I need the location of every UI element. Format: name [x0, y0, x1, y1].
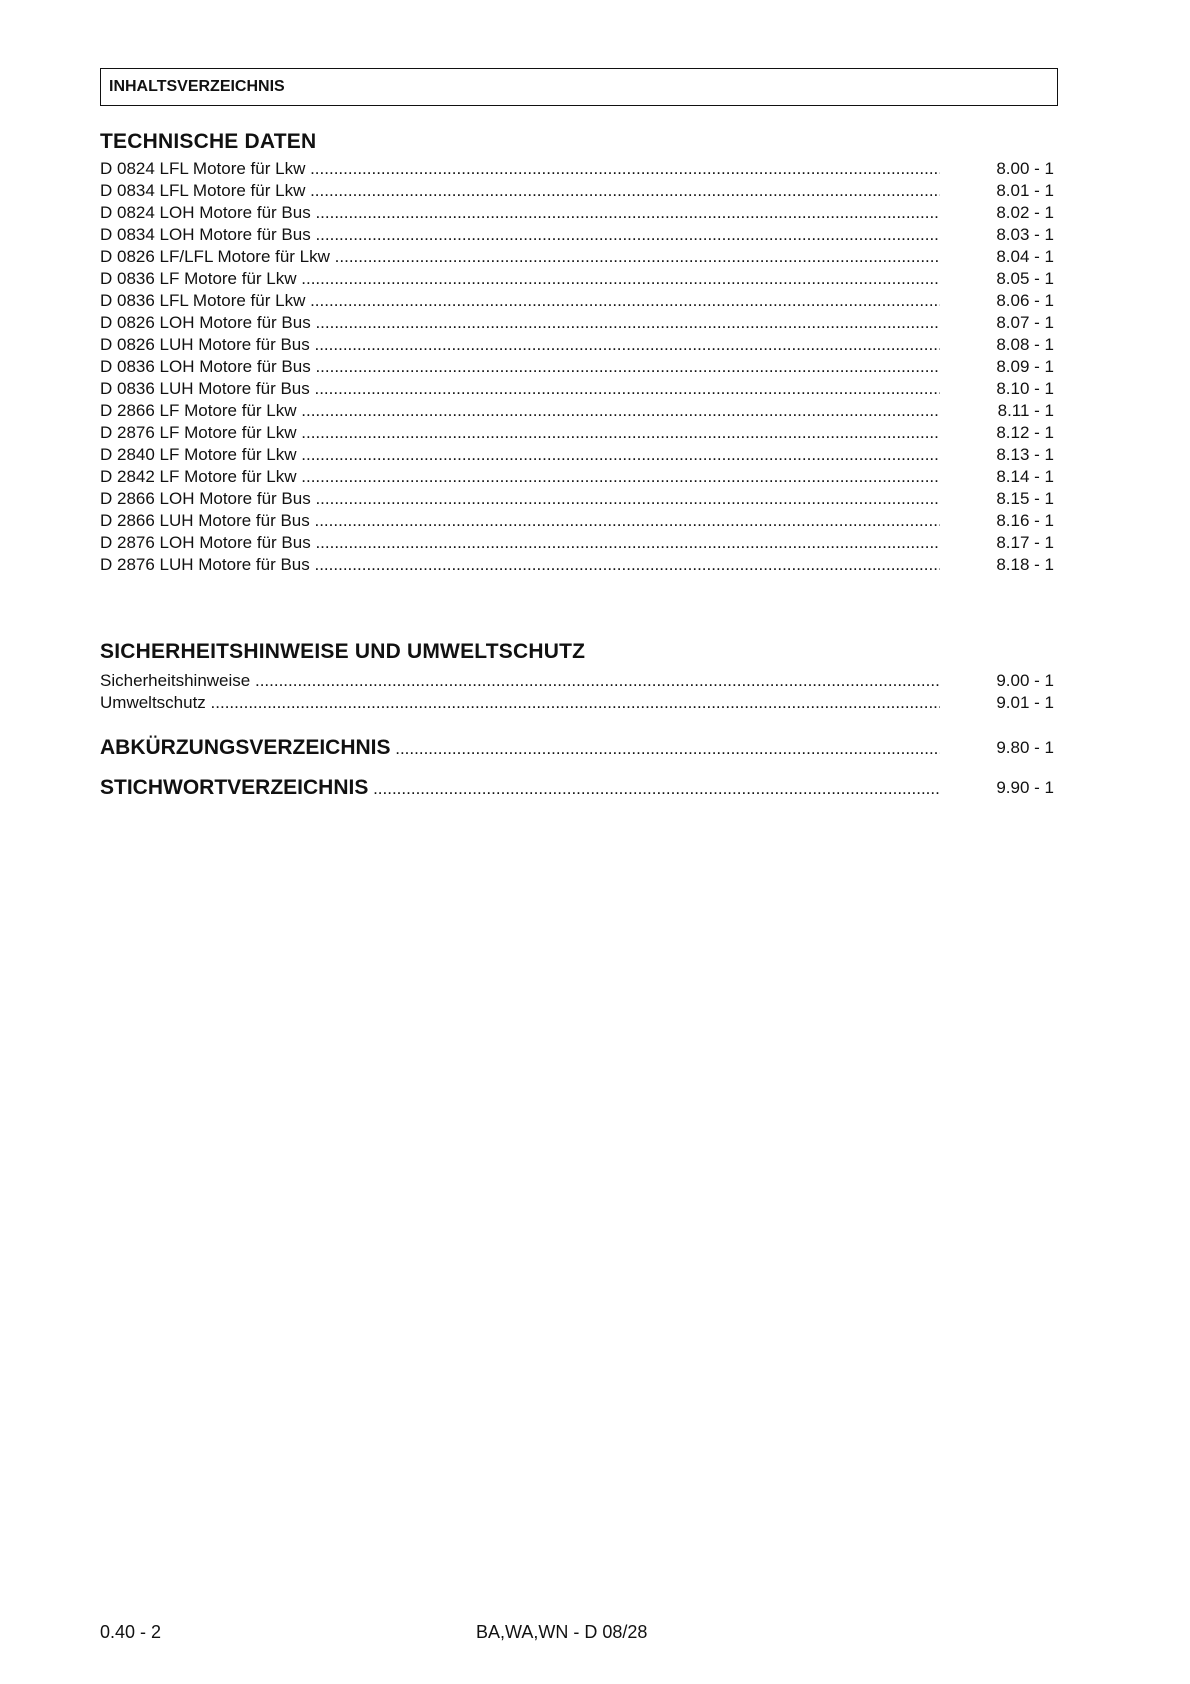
toc-entry[interactable]: [100, 422, 1058, 444]
toc-entry-page: 8.15 - 1: [996, 489, 1054, 508]
toc-entry-label: D 0836 LUH Motore für Bus .....: [100, 378, 940, 400]
toc-entry-page: 8.14 - 1: [996, 467, 1054, 486]
toc-entry-page: 8.12 - 1: [996, 423, 1054, 442]
toc-entry[interactable]: [100, 268, 1058, 290]
footer-page-number: 0.40 - 2: [100, 1622, 162, 1642]
toc-entry[interactable]: [100, 180, 1058, 202]
toc-entry[interactable]: [100, 692, 1058, 714]
toc-entry[interactable]: [100, 670, 1058, 692]
header-box: [100, 68, 1058, 106]
toc-entry-label: D 0826 LF/LFL Motore für Lkw .....: [100, 246, 940, 268]
toc-entry-page: 8.05 - 1: [996, 269, 1054, 288]
section-heading-sicherheit: SICHERHEITSHINWEISE UND UMWELTSCHUTZ: [100, 640, 586, 663]
toc-entry-label: D 2840 LF Motore für Lkw .....: [100, 444, 940, 466]
toc-entry-label: D 0824 LOH Motore für Bus .....: [100, 202, 940, 224]
toc-major-page: 9.90 - 1: [996, 778, 1054, 797]
toc-entry-page: 8.00 - 1: [996, 159, 1054, 178]
toc-entry-label: D 2876 LF Motore für Lkw .....: [100, 422, 940, 444]
toc-entry[interactable]: [100, 400, 1058, 422]
toc-list-technische-daten: [100, 158, 1058, 576]
toc-entry-label: D 2876 LUH Motore für Bus .....: [100, 554, 940, 576]
toc-entry[interactable]: [100, 312, 1058, 334]
toc-entry-page: 8.06 - 1: [996, 291, 1054, 310]
toc-entry-page: 8.07 - 1: [996, 313, 1054, 332]
toc-entry-label: D 0826 LOH Motore für Bus .....: [100, 312, 940, 334]
toc-major-label: STICHWORTVERZEICHNIS .....: [100, 774, 940, 803]
toc-list-sicherheit: [100, 670, 1058, 714]
footer-document-code: BA,WA,WN - D 08/28: [476, 1622, 648, 1642]
toc-entry-page: 8.02 - 1: [996, 203, 1054, 222]
toc-entry-page: 8.16 - 1: [996, 511, 1054, 530]
toc-entry-label: D 2866 LF Motore für Lkw .....: [100, 400, 940, 422]
toc-entry[interactable]: [100, 334, 1058, 356]
toc-entry-label: Sicherheitshinweise .....: [100, 670, 940, 692]
toc-entry[interactable]: [100, 378, 1058, 400]
toc-entry-label: D 2842 LF Motore für Lkw .....: [100, 466, 940, 488]
toc-entry-page: 8.03 - 1: [996, 225, 1054, 244]
toc-entry-label: D 0834 LOH Motore für Bus .....: [100, 224, 940, 246]
toc-entry-page: 8.18 - 1: [996, 555, 1054, 574]
toc-entry[interactable]: [100, 246, 1058, 268]
toc-entry-page: 8.17 - 1: [996, 533, 1054, 552]
toc-major-stichwort[interactable]: [100, 774, 1058, 802]
toc-entry-label: D 2876 LOH Motore für Bus .....: [100, 532, 940, 554]
toc-entry[interactable]: [100, 510, 1058, 532]
toc-major-abkuerzungen[interactable]: [100, 734, 1058, 762]
toc-entry[interactable]: [100, 444, 1058, 466]
toc-entry-label: Umweltschutz .....: [100, 692, 940, 714]
toc-entry-page: 8.08 - 1: [996, 335, 1054, 354]
header-title: INHALTSVERZEICHNIS: [109, 78, 285, 95]
toc-entry[interactable]: [100, 202, 1058, 224]
toc-entry-label: D 0836 LF Motore für Lkw .....: [100, 268, 940, 290]
toc-entry-label: D 0836 LOH Motore für Bus .....: [100, 356, 940, 378]
toc-entry-label: D 0826 LUH Motore für Bus .....: [100, 334, 940, 356]
toc-entry-label: D 0834 LFL Motore für Lkw .....: [100, 180, 940, 202]
toc-entry-page: 8.11 - 1: [997, 401, 1054, 420]
toc-entry[interactable]: [100, 554, 1058, 576]
toc-entry-label: D 2866 LUH Motore für Bus .....: [100, 510, 940, 532]
toc-entry-label: D 2866 LOH Motore für Bus .....: [100, 488, 940, 510]
toc-entry[interactable]: [100, 290, 1058, 312]
toc-entry[interactable]: [100, 466, 1058, 488]
toc-entry-page: 8.01 - 1: [996, 181, 1054, 200]
toc-entry[interactable]: [100, 158, 1058, 180]
section-heading-technische-daten: TECHNISCHE DATEN: [100, 130, 317, 153]
toc-entry-page: 9.00 - 1: [996, 671, 1054, 690]
toc-entry-label: D 0836 LFL Motore für Lkw .....: [100, 290, 940, 312]
toc-entry[interactable]: [100, 356, 1058, 378]
toc-entry-page: 8.10 - 1: [996, 379, 1054, 398]
toc-entry-page: 8.13 - 1: [996, 445, 1054, 464]
toc-entry[interactable]: [100, 224, 1058, 246]
toc-entry-page: 9.01 - 1: [996, 693, 1054, 712]
toc-entry[interactable]: [100, 488, 1058, 510]
toc-entry-label: D 0824 LFL Motore für Lkw .....: [100, 158, 940, 180]
toc-entry-page: 8.09 - 1: [996, 357, 1054, 376]
toc-major-label: ABKÜRZUNGSVERZEICHNIS .....: [100, 734, 940, 763]
toc-major-page: 9.80 - 1: [996, 738, 1054, 757]
toc-entry[interactable]: [100, 532, 1058, 554]
toc-entry-page: 8.04 - 1: [996, 247, 1054, 266]
